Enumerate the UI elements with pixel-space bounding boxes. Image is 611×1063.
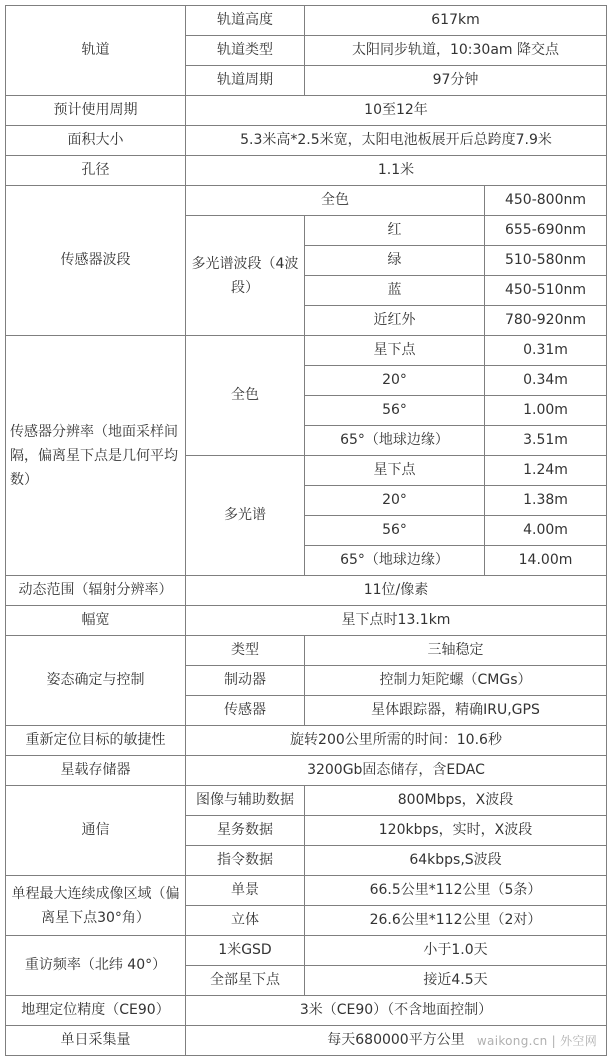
row-label-size: 面积大小 [6, 126, 186, 156]
cell-label: 星下点 [305, 456, 485, 486]
cell-label-pan: 全色 [186, 336, 305, 456]
row-label-swath: 幅宽 [6, 606, 186, 636]
cell-label: 近红外 [305, 306, 485, 336]
cell-label: 指令数据 [186, 846, 305, 876]
cell-value: 星下点时13.1km [186, 606, 607, 636]
cell-value: 66.5公里*112公里（5条） [305, 876, 607, 906]
table-row [6, 6, 607, 36]
table-row [6, 786, 607, 816]
cell-value: 0.34m [485, 366, 607, 396]
cell-value: 655-690nm [485, 216, 607, 246]
cell-value: 800Mbps，X波段 [305, 786, 607, 816]
cell-label: 1米GSD [186, 936, 305, 966]
cell-label: 20° [305, 366, 485, 396]
cell-label: 65°（地球边缘） [305, 426, 485, 456]
cell-value: 14.00m [485, 546, 607, 576]
cell-value: 120kbps，实时，X波段 [305, 816, 607, 846]
cell-value: 26.6公里*112公里（2对） [305, 906, 607, 936]
row-label-revisit: 重访频率（北纬 40°） [6, 936, 186, 996]
cell-label: 轨道周期 [186, 66, 305, 96]
cell-value: 3米（CE90）（不含地面控制） [186, 996, 607, 1026]
cell-value: 太阳同步轨道，10:30am 降交点 [305, 36, 607, 66]
cell-value: 1.24m [485, 456, 607, 486]
row-label-orbit: 轨道 [6, 6, 186, 96]
cell-label: 星下点 [305, 336, 485, 366]
cell-label: 图像与辅助数据 [186, 786, 305, 816]
row-label-dynamic-range: 动态范围（辐射分辨率） [6, 576, 186, 606]
cell-value: 64kbps,S波段 [305, 846, 607, 876]
row-label-comm: 通信 [6, 786, 186, 876]
row-label-daily: 单日采集量 [6, 1026, 186, 1056]
cell-value: 0.31m [485, 336, 607, 366]
cell-label: 传感器 [186, 696, 305, 726]
cell-value: 11位/像素 [186, 576, 607, 606]
cell-value: 780-920nm [485, 306, 607, 336]
table-row [6, 186, 607, 216]
row-label-geolocation: 地理定位精度（CE90） [6, 996, 186, 1026]
table-row [6, 576, 607, 606]
cell-label: 56° [305, 516, 485, 546]
table-row [6, 996, 607, 1026]
row-label-attitude: 姿态确定与控制 [6, 636, 186, 726]
cell-value: 每天680000平方公里 [186, 1026, 607, 1056]
table-row [6, 96, 607, 126]
cell-value: 97分钟 [305, 66, 607, 96]
table-row [6, 606, 607, 636]
cell-value: 10至12年 [186, 96, 607, 126]
spec-table [5, 5, 607, 1056]
cell-label: 星务数据 [186, 816, 305, 846]
cell-value: 1.00m [485, 396, 607, 426]
cell-label: 全色 [186, 186, 485, 216]
cell-value: 3.51m [485, 426, 607, 456]
table-row [6, 756, 607, 786]
row-label-bands: 传感器波段 [6, 186, 186, 336]
cell-value: 小于1.0天 [305, 936, 607, 966]
cell-label: 红 [305, 216, 485, 246]
cell-value: 控制力矩陀螺（CMGs） [305, 666, 607, 696]
cell-label: 轨道高度 [186, 6, 305, 36]
cell-label: 蓝 [305, 276, 485, 306]
row-label-max-area: 单程最大连续成像区域（偏离星下点30°角） [6, 876, 186, 936]
cell-label: 全部星下点 [186, 966, 305, 996]
cell-label: 单景 [186, 876, 305, 906]
cell-value: 星体跟踪器，精确IRU,GPS [305, 696, 607, 726]
table-row [6, 156, 607, 186]
cell-value: 三轴稳定 [305, 636, 607, 666]
row-label-agility: 重新定位目标的敏捷性 [6, 726, 186, 756]
row-label-aperture: 孔径 [6, 156, 186, 186]
cell-value: 4.00m [485, 516, 607, 546]
cell-label-ms: 多光谱 [186, 456, 305, 576]
watermark: waikong.cn | 外空网 [476, 1034, 597, 1048]
cell-value: 510-580nm [485, 246, 607, 276]
cell-label: 65°（地球边缘） [305, 546, 485, 576]
row-label-resolution: 传感器分辨率（地面采样间隔，偏离星下点是几何平均数） [6, 336, 186, 576]
cell-value: 5.3米高*2.5米宽，太阳电池板展开后总跨度7.9米 [186, 126, 607, 156]
table-row [6, 336, 607, 366]
table-row [6, 936, 607, 966]
row-label-storage: 星载存储器 [6, 756, 186, 786]
cell-value: 450-510nm [485, 276, 607, 306]
table-row [6, 876, 607, 906]
cell-label: 56° [305, 396, 485, 426]
table-row [6, 726, 607, 756]
cell-label: 20° [305, 486, 485, 516]
cell-label: 制动器 [186, 666, 305, 696]
cell-value: 450-800nm [485, 186, 607, 216]
cell-label: 立体 [186, 906, 305, 936]
cell-label: 轨道类型 [186, 36, 305, 66]
cell-value: 3200Gb固态储存，含EDAC [186, 756, 607, 786]
row-label-lifetime: 预计使用周期 [6, 96, 186, 126]
cell-value: 旋转200公里所需的时间：10.6秒 [186, 726, 607, 756]
cell-value: 1.38m [485, 486, 607, 516]
cell-label: 绿 [305, 246, 485, 276]
cell-value: 接近4.5天 [305, 966, 607, 996]
table-row [6, 126, 607, 156]
cell-value: 617km [305, 6, 607, 36]
table-row [6, 636, 607, 666]
cell-label: 类型 [186, 636, 305, 666]
cell-label-multispectral: 多光谱波段（4波段） [186, 216, 305, 336]
cell-value: 1.1米 [186, 156, 607, 186]
